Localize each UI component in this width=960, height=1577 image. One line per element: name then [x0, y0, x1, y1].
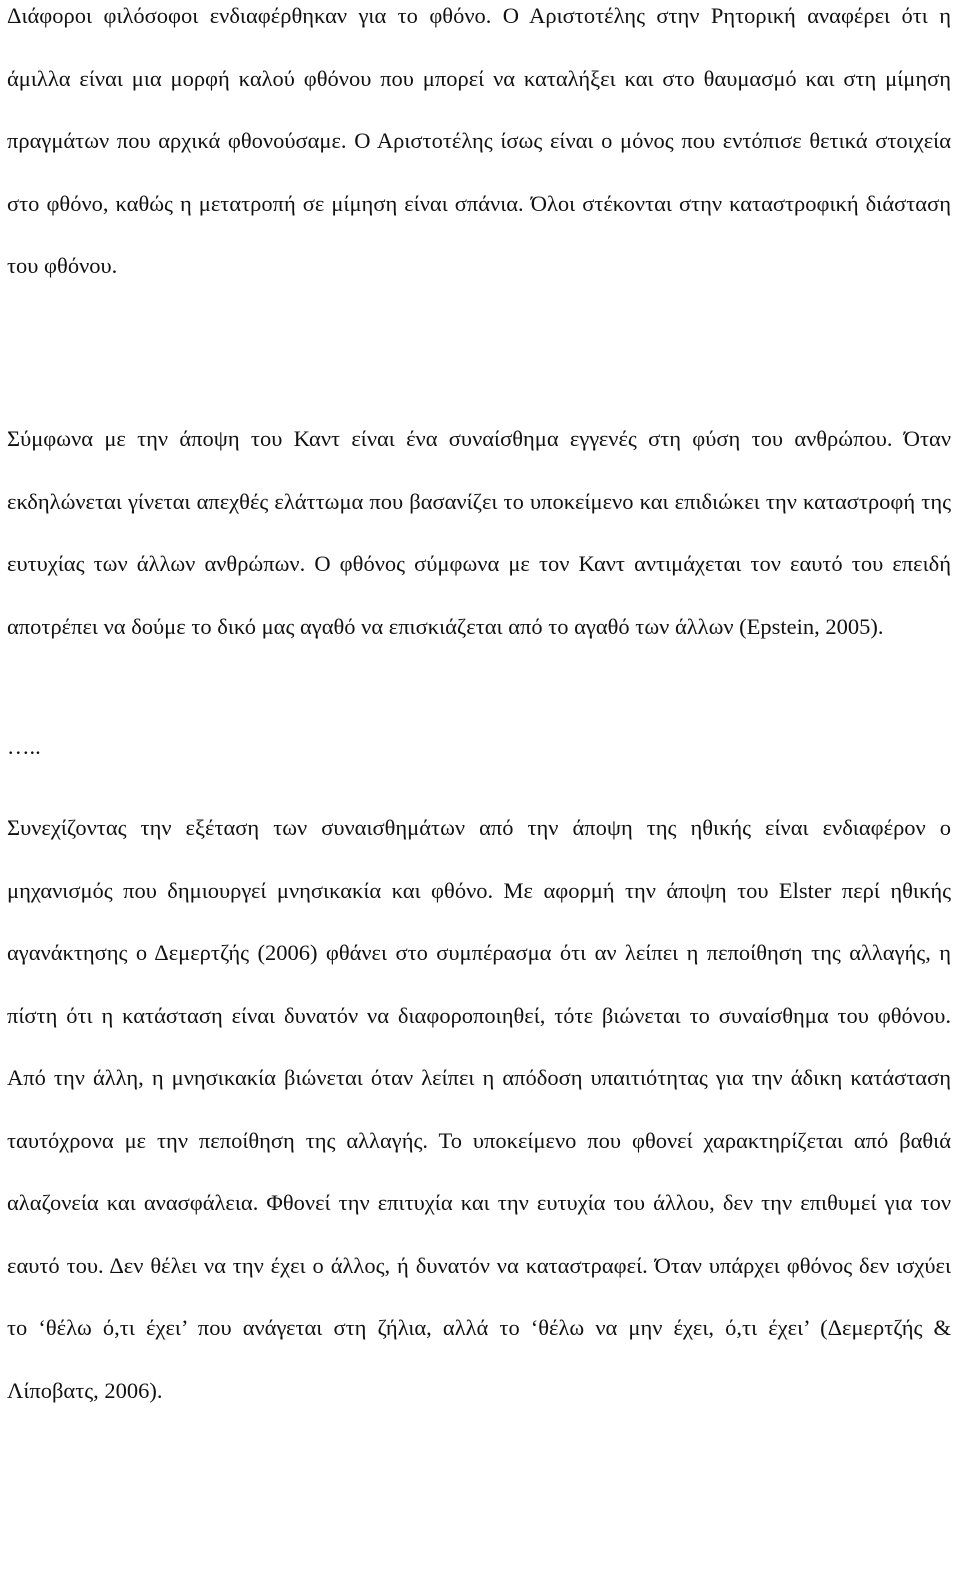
ellipsis-separator: ….. — [7, 734, 41, 759]
paragraph-kant: Σύμφωνα με την άποψη του Καντ είναι ένα συναίσθημα εγγενές στη φύση του ανθρώπου. Όταν εκδηλώνεται γίνεται απεχθές ελάττωμα που βασανίζει το υποκείμενο και επιδιώκει την καταστροφή της ευτυχίας των άλλων ανθρώπων. Ο φθόνος σύμφωνα με τον Καντ αντιμάχεται τον εαυτό του επειδή αποτρέπει να δούμε το δικό μας αγαθό να επισκιάζεται από το αγαθό των άλλων (Epstein, 2005). — [7, 426, 951, 639]
paragraph-aristotle: Διάφοροι φιλόσοφοι ενδιαφέρθηκαν για το φθόνο. Ο Αριστοτέλης στην Ρητορική αναφέρει ότι η άμιλλα είναι μια μορφή καλού φθόνου που μπορεί να καταλήξει και στο θαυμασμό και στη μίμηση πραγμάτων που αρχικά φθονούσαμε. Ο Αριστοτέλης ίσως είναι ο μόνος που εντόπισε θετικά στοιχεία στο φθόνο, καθώς η μετατροπή σε μίμηση είναι σπάνια. Όλοι στέκονται στην καταστροφική διάσταση του φθόνου. — [7, 3, 951, 278]
paragraph-resentment-envy: Συνεχίζοντας την εξέταση των συναισθημάτων από την άποψη της ηθικής είναι ενδιαφέρον ο μηχανισμός που δημιουργεί μνησικακία και φθόνο. Με αφορμή την άποψη του Elster περί ηθικής αγανάκτησης ο Δεμερτζής (2006) φθάνει στο συμπέρασμα ότι αν λείπει η πεποίθηση της αλλαγής, η πίστη ότι η κατάσταση είναι δυνατόν να διαφοροποιηθεί, τότε βιώνεται το συναίσθημα του φθόνου. Από την άλλη, η μνησικακία βιώνεται όταν λείπει η απόδοση υπαιτιότητας για την άδικη κατάσταση ταυτόχρονα με την πεποίθηση της αλλαγής. Το υποκείμενο που φθονεί χαρακτηρίζεται από βαθιά αλαζονεία και ανασφάλεια. Φθονεί την επιτυχία και την ευτυχία του άλλου, δεν την επιθυμεί για τον εαυτό του. Δεν θέλει να την έχει ο άλλος, ή δυνατόν να καταστραφεί. Όταν υπάρχει φθόνος δεν ισχύει το ‘θέλω ό,τι έχει’ που ανάγεται στη ζήλια, αλλά το ‘θέλω να μην έχει, ό,τι έχει’ (Δεμερτζής & Λίποβατς, 2006). — [7, 815, 951, 1403]
